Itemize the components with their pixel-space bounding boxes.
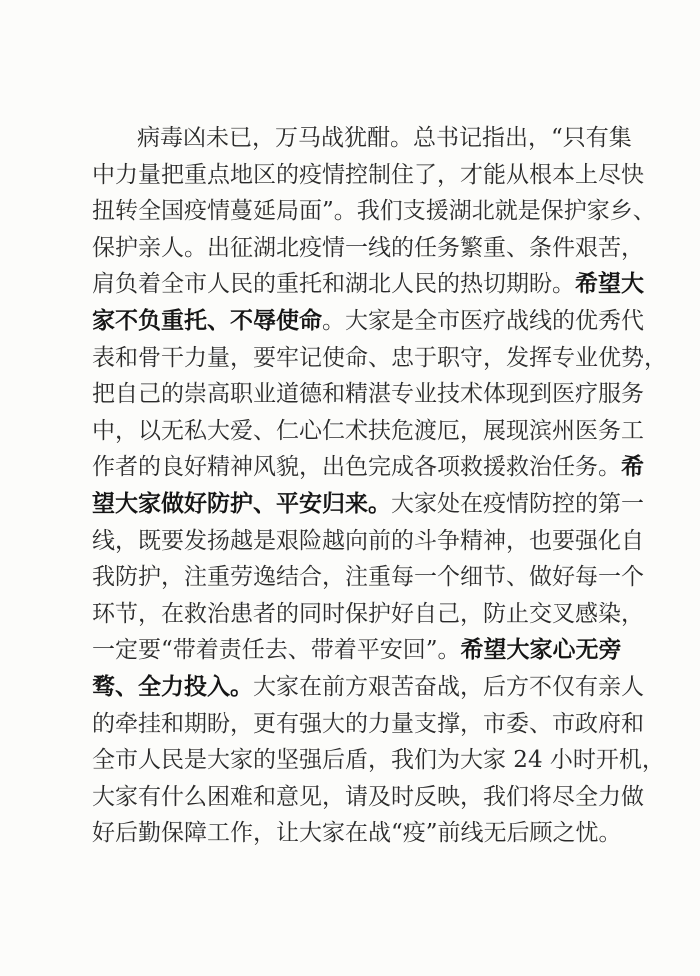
text-segment: 把自己的崇高职业道德和精湛专业技术体现到医疗服务	[92, 381, 644, 408]
bold-text-segment: 希	[621, 453, 644, 481]
text-segment: 线，既要发扬越是艰险越向前的斗争精神，也要强化自	[92, 527, 644, 554]
text-line	[92, 266, 644, 303]
bold-text-segment: 家不负重托、不辱使命	[92, 306, 322, 334]
text-segment: 大家有什么困难和意见，请及时反映，我们将尽全力做	[92, 783, 644, 810]
bold-text-segment: 骛、全力投入。	[92, 672, 253, 700]
text-segment: 大家在前方艰苦奋战，后方不仅有亲人	[253, 673, 644, 700]
text-line	[92, 706, 644, 743]
text-segment: 扭转全国疫情蔓延局面”。我们支援湖北就是保护家乡、	[92, 198, 656, 225]
text-line	[92, 193, 656, 230]
text-line	[92, 742, 665, 779]
text-line	[92, 340, 667, 377]
text-segment: 中，以无私大爱、仁心仁术扶危渡厄，展现滨州医务工	[92, 417, 644, 444]
document-body-text	[92, 120, 667, 852]
text-line	[92, 559, 644, 596]
text-line	[92, 523, 644, 560]
text-line	[92, 413, 644, 450]
text-line	[92, 815, 622, 852]
bold-text-segment: 希望大	[575, 270, 644, 298]
text-segment: 病毒凶未已，万马战犹酣。总书记指出，“只有集	[137, 125, 632, 151]
text-segment: 好后勤保障工作，让大家在战“疫”前线无后顾之忧。	[92, 820, 622, 847]
text-line	[92, 669, 644, 706]
text-segment: 我防护，注重劳逸结合，注重每一个细节、做好每一个	[92, 564, 644, 591]
text-segment: 作者的良好精神风貌，出色完成各项救援救治任务。	[92, 454, 621, 481]
text-segment: 大家处在疫情防控的第一	[391, 490, 644, 517]
text-segment: 。大家是全市医疗战线的优秀代	[322, 307, 644, 334]
text-line	[92, 596, 644, 633]
text-segment: 中力量把重点地区的疫情控制住了，才能从根本上尽快	[92, 161, 644, 188]
text-segment: 保护亲人。出征湖北疫情一线的任务繁重、条件艰苦，	[92, 234, 644, 261]
text-segment: 一定要“带着责任去、带着平安回”。	[92, 637, 461, 664]
text-segment: 表和骨干力量，要牢记使命、忠于职守，发挥专业优势，	[92, 344, 667, 371]
text-line	[92, 230, 644, 267]
text-line	[92, 449, 644, 486]
text-line	[92, 120, 632, 157]
text-line	[92, 779, 644, 816]
text-segment: 环节，在救治患者的同时保护好自己，防止交叉感染，	[92, 600, 644, 627]
text-line	[92, 157, 644, 194]
text-line	[92, 303, 644, 340]
text-line	[92, 632, 622, 669]
bold-text-segment: 望大家做好防护、平安归来。	[92, 489, 391, 517]
text-segment: 肩负着全市人民的重托和湖北人民的热切期盼。	[92, 271, 575, 298]
text-segment: 全市人民是大家的坚强后盾，我们为大家 24 小时开机，	[92, 747, 665, 774]
text-line	[92, 486, 644, 523]
text-segment: 的牵挂和期盼，更有强大的力量支撑，市委、市政府和	[92, 710, 644, 737]
bold-text-segment: 希望大家心无旁	[460, 636, 622, 664]
text-line	[92, 376, 644, 413]
